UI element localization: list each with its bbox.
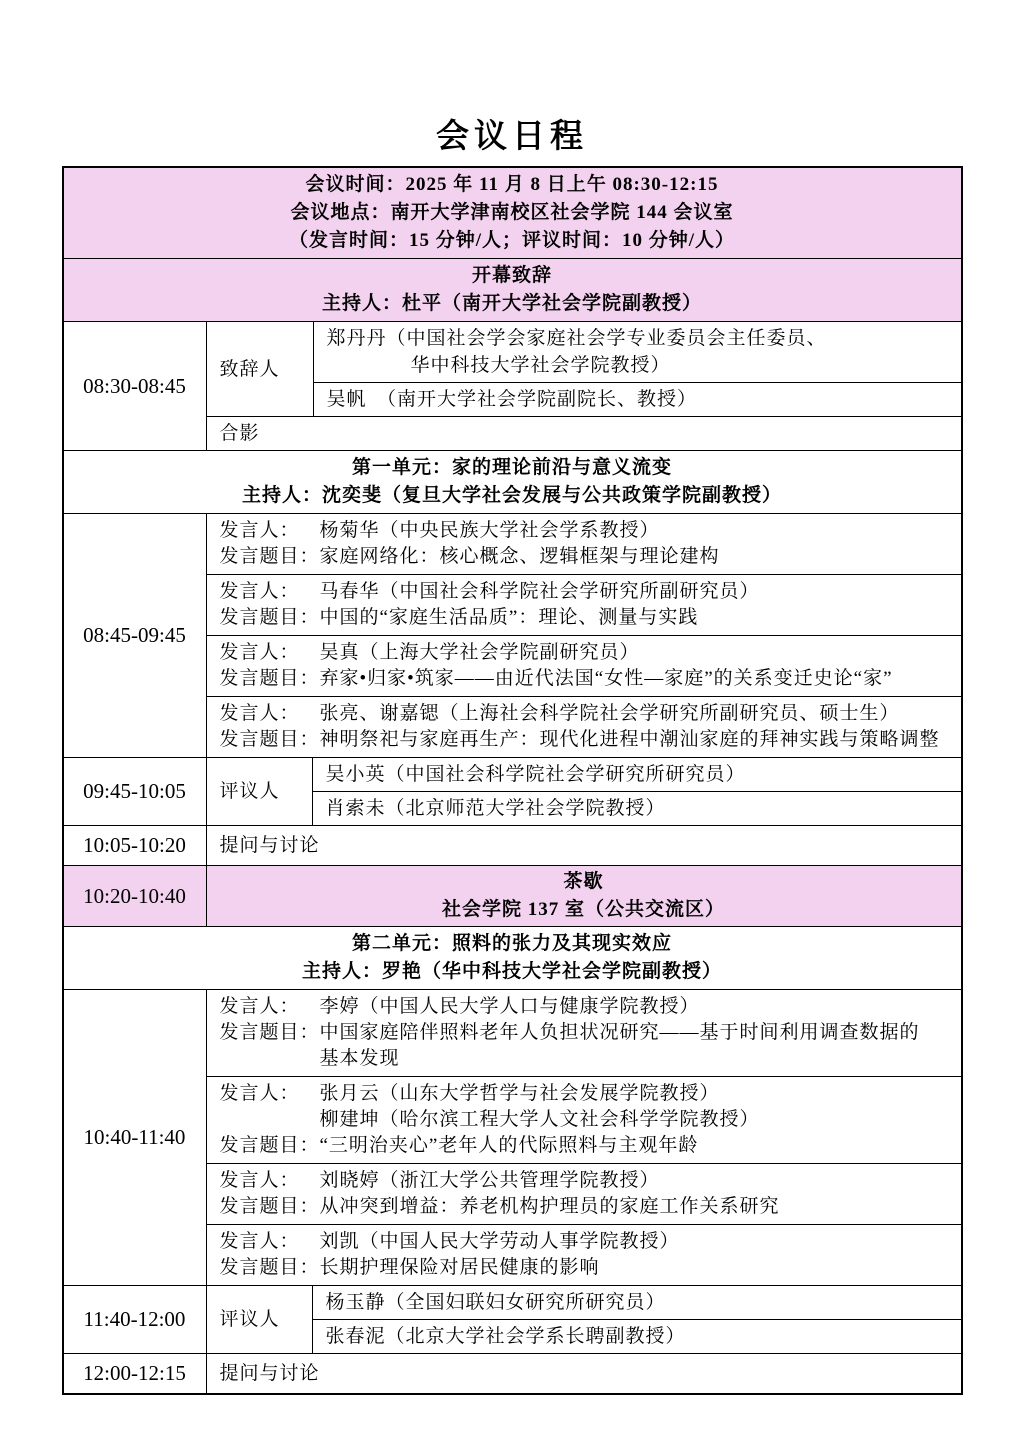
speaker-label: 发言人： xyxy=(219,1231,300,1252)
opening-role-cell: 致辞人 xyxy=(219,358,280,380)
unit1-session-host: 主持人：沈奕斐（复旦大学社会发展与公共政策学院副教授） xyxy=(241,485,782,506)
unit2-qa-row xyxy=(64,1353,961,1393)
reviewer-item: 杨玉静（全国妇联妇女研究所研究员） xyxy=(325,1292,666,1313)
review-time-cell: 09:45-10:05 xyxy=(83,779,186,803)
unit1-time-cell: 08:45-09:45 xyxy=(83,623,186,647)
speaker-name: 吴真（上海大学社会学院副研究员） xyxy=(319,642,640,663)
topic-text: 从冲突到增益：养老机构护理员的家庭工作关系研究 xyxy=(319,1196,780,1217)
speaker-name: 柳建坤（哈尔滨工程大学人文社会科学学院教授） xyxy=(319,1109,760,1130)
unit1-talks-row xyxy=(64,513,961,757)
meeting-info-header xyxy=(64,168,961,258)
review-role-cell: 评议人 xyxy=(206,758,312,825)
unit2-talks-row xyxy=(64,989,961,1285)
talk-item xyxy=(207,514,961,574)
topic-label: 发言题目： xyxy=(219,1257,320,1278)
qa-label: 提问与讨论 xyxy=(206,1354,961,1393)
topic-text-continued: 基本发现 xyxy=(319,1048,400,1069)
topic-label: 发言题目： xyxy=(219,607,320,628)
topic-label: 发言题目： xyxy=(219,546,320,567)
topic-text: “三明治夹心”老年人的代际照料与主观年龄 xyxy=(319,1135,699,1156)
talk-item xyxy=(207,1163,961,1224)
unit1-review-row xyxy=(64,757,961,825)
speaker-name: 李婷（中国人民大学人口与健康学院教授） xyxy=(319,996,700,1017)
unit2-review-row xyxy=(64,1285,961,1353)
opening-time-cell: 08:30-08:45 xyxy=(83,373,186,398)
unit2-session-title: 第二单元：照料的张力及其现实效应 xyxy=(351,933,672,954)
speaker-label: 发言人： xyxy=(219,520,300,541)
review-role-cell: 评议人 xyxy=(206,1286,312,1353)
break-title: 茶歇 xyxy=(563,871,604,892)
unit2-session-host: 主持人：罗艳（华中科技大学社会学院副教授） xyxy=(301,961,722,982)
greeter-name-line2: 华中科技大学社会学院教授） xyxy=(410,355,671,376)
speaker-label: 发言人： xyxy=(219,996,300,1017)
greeter-item: 吴帆 （南开大学社会学院副院长、教授） xyxy=(314,382,961,416)
opening-session-header xyxy=(64,258,961,321)
speaker-name: 张月云（山东大学哲学与社会发展学院教授） xyxy=(319,1083,720,1104)
greeter-name-line1: 郑丹丹（中国社会学会家庭社会学专业委员会主任委员、 xyxy=(326,328,827,349)
topic-text: 中国的“家庭生活品质”：理论、测量与实践 xyxy=(319,607,699,628)
unit1-session-header xyxy=(64,450,961,513)
talk-item xyxy=(207,1224,961,1285)
talk-item xyxy=(207,696,961,757)
talk-item xyxy=(207,635,961,696)
unit1-session-title: 第一单元：家的理论前沿与意义流变 xyxy=(351,457,672,478)
topic-label: 发言题目： xyxy=(219,729,320,750)
qa-time-cell: 10:05-10:20 xyxy=(83,833,186,857)
review-time-cell: 11:40-12:00 xyxy=(83,1307,186,1331)
break-info-cell xyxy=(206,866,961,926)
opening-session-title: 开幕致辞 xyxy=(471,265,552,286)
unit2-time-cell: 10:40-11:40 xyxy=(83,1125,186,1149)
greeter-item xyxy=(314,322,961,382)
speaker-label: 发言人： xyxy=(219,1170,300,1191)
talk-item xyxy=(207,990,961,1076)
topic-text: 长期护理保险对居民健康的影响 xyxy=(319,1257,600,1278)
meeting-time-line: 会议时间：2025 年 11 月 8 日上午 08:30-12:15 xyxy=(305,174,719,195)
speaker-label: 发言人： xyxy=(219,642,300,663)
topic-label: 发言题目： xyxy=(219,1022,320,1043)
topic-label: 发言题目： xyxy=(219,1135,320,1156)
reviewer-item: 张春泥（北京大学社会学系长聘副教授） xyxy=(313,1319,961,1353)
speaking-rule-line: （发言时间：15 分钟/人；评议时间：10 分钟/人） xyxy=(288,230,736,251)
page-title: 会议日程 xyxy=(436,119,588,155)
opening-ceremony-row xyxy=(64,321,961,450)
group-photo-cell: 合影 xyxy=(207,416,961,450)
speaker-name: 张亮、谢嘉锶（上海社会科学院社会学研究所副研究员、硕士生） xyxy=(319,703,900,724)
topic-text: 弃家•归家•筑家——由近代法国“女性—家庭”的关系变迁史论“家” xyxy=(319,668,893,689)
topic-text: 家庭网络化：核心概念、逻辑框架与理论建构 xyxy=(319,546,720,567)
qa-time-cell: 12:00-12:15 xyxy=(83,1361,186,1385)
topic-label: 发言题目： xyxy=(219,1196,320,1217)
topic-text: 神明祭祀与家庭再生产：现代化进程中潮汕家庭的拜神实践与策略调整 xyxy=(319,729,940,750)
meeting-place-line: 会议地点：南开大学津南校区社会学院 144 会议室 xyxy=(290,202,734,223)
unit2-session-header xyxy=(64,926,961,989)
speaker-name: 杨菊华（中央民族大学社会学系教授） xyxy=(319,520,660,541)
topic-text: 中国家庭陪伴照料老年人负担状况研究——基于时间利用调查数据的 xyxy=(319,1022,920,1043)
break-time-cell: 10:20-10:40 xyxy=(83,883,186,908)
tea-break-row xyxy=(64,865,961,926)
talk-item xyxy=(207,1076,961,1163)
reviewer-item: 肖索未（北京师范大学社会学院教授） xyxy=(313,791,961,825)
speaker-name: 刘凯（中国人民大学劳动人事学院教授） xyxy=(319,1231,680,1252)
topic-label: 发言题目： xyxy=(219,668,320,689)
speaker-label: 发言人： xyxy=(219,581,300,602)
break-location: 社会学院 137 室（公共交流区） xyxy=(441,899,725,920)
reviewer-item: 吴小英（中国社会科学院社会学研究所研究员） xyxy=(325,764,746,785)
talk-item xyxy=(207,574,961,635)
speaker-label: 发言人： xyxy=(219,703,300,724)
speaker-label: 发言人： xyxy=(219,1083,300,1104)
speaker-name: 刘晓婷（浙江大学公共管理学院教授） xyxy=(319,1170,660,1191)
unit1-qa-row xyxy=(64,825,961,865)
qa-label: 提问与讨论 xyxy=(206,826,961,865)
schedule-table xyxy=(62,166,963,1395)
speaker-name: 马春华（中国社会科学院社会学研究所副研究员） xyxy=(319,581,760,602)
opening-session-host: 主持人：杜平（南开大学社会学院副教授） xyxy=(321,293,702,314)
